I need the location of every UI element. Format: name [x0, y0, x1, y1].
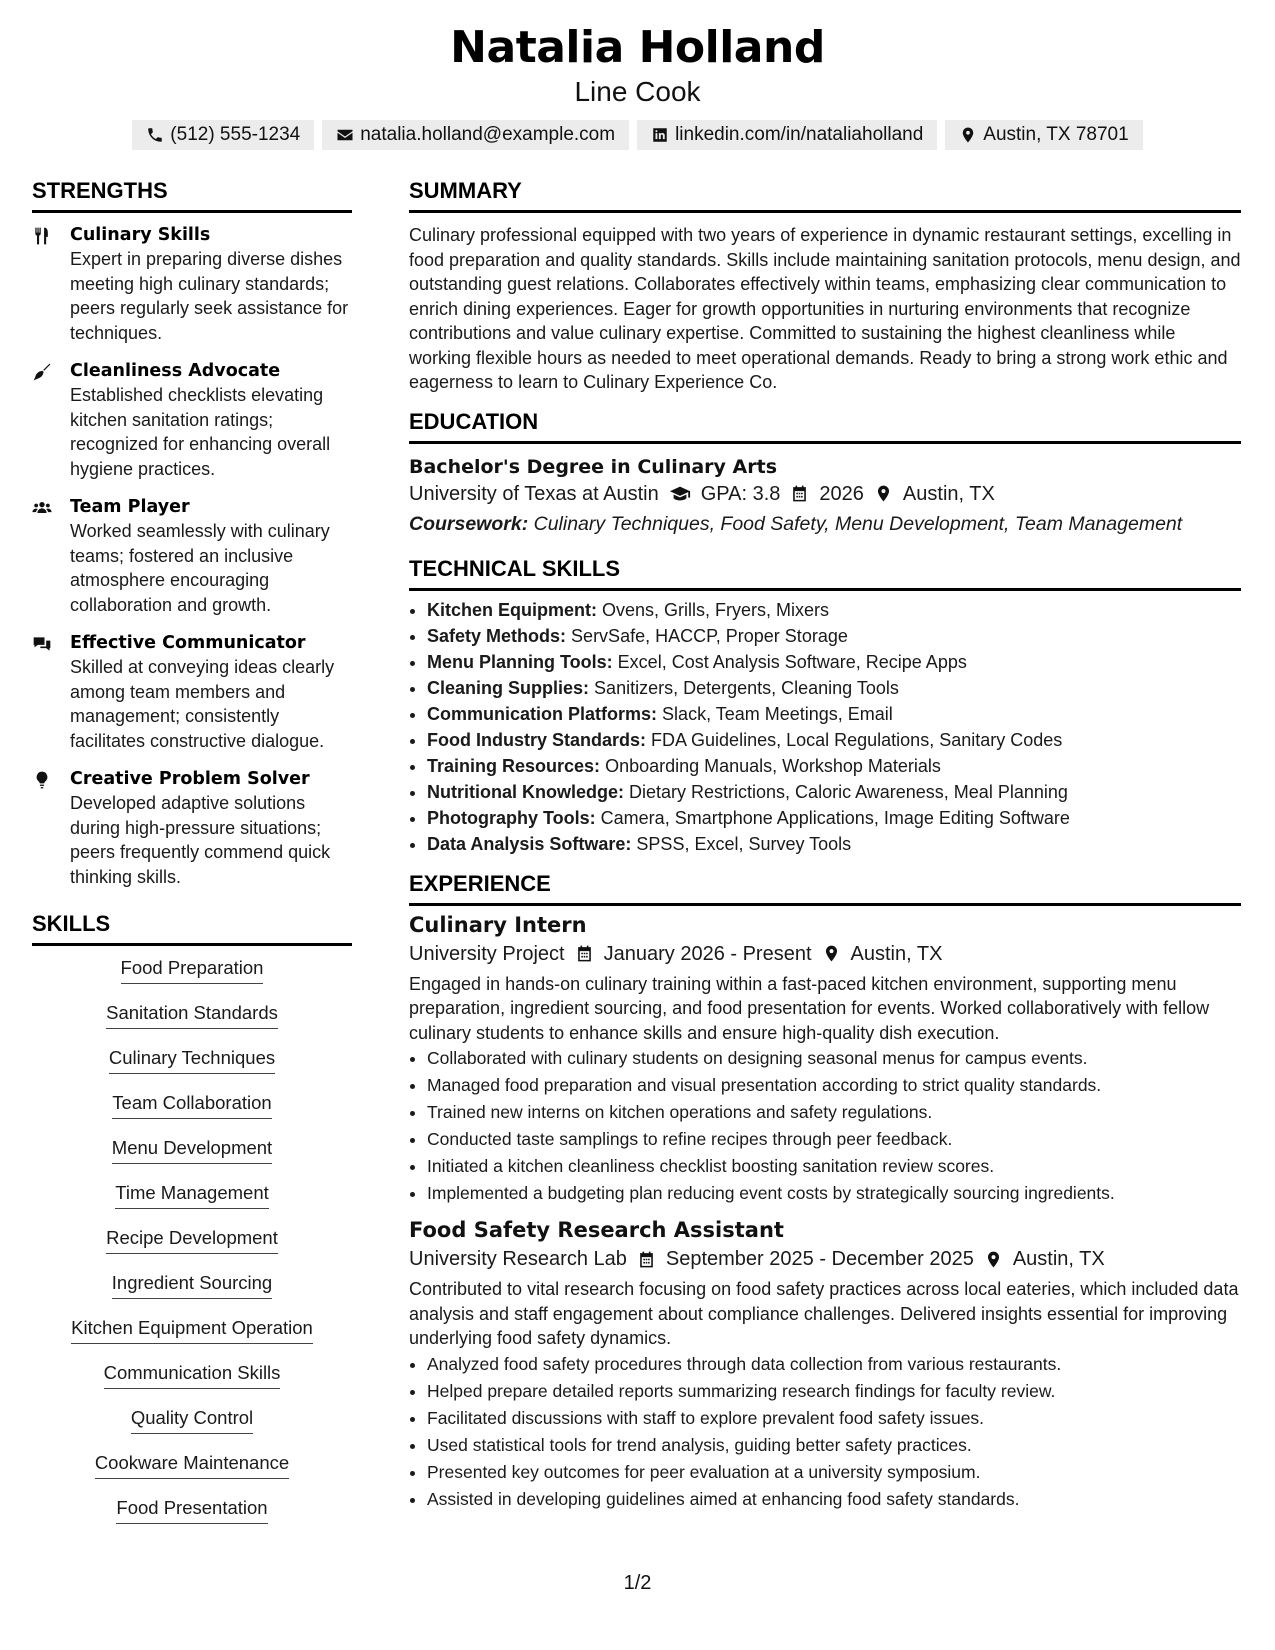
calendar-icon [575, 944, 594, 963]
map-pin-icon [984, 1250, 1003, 1269]
education-heading: EDUCATION [409, 409, 1241, 444]
job-bullet: • Helped prepare detailed reports summarizing research findings for faculty review. [427, 1378, 1241, 1405]
right-column [409, 178, 1241, 1513]
skill-tag: Communication Skills [104, 1361, 281, 1389]
strength-title: Team Player [70, 497, 190, 517]
comments-icon [32, 634, 52, 654]
lightbulb-icon [32, 770, 52, 790]
tech-skill-item [427, 727, 1241, 753]
contact-phone[interactable] [132, 120, 314, 150]
tech-skill-label: Training Resources: [427, 755, 601, 776]
strength-title: Creative Problem Solver [70, 769, 310, 789]
tech-skill-label: Kitchen Equipment: [427, 599, 597, 620]
tech-skill-value: Sanitizers, Detergents, Cleaning Tools [594, 677, 899, 698]
coursework-list: Culinary Techniques, Food Safety, Menu Development, Team Management [533, 512, 1183, 535]
job-bullet: • Used statistical tools for trend analysis, guiding better safety practices. [427, 1432, 1241, 1459]
strength-item [32, 767, 352, 889]
strength-item [32, 631, 352, 753]
strength-title: Effective Communicator [70, 633, 306, 653]
contact-linkedin[interactable] [637, 120, 937, 150]
job-bullet: • Analyzed food safety procedures through data collection from various restaurants. [427, 1351, 1241, 1378]
map-pin-icon [822, 944, 841, 963]
technical-skills-heading: TECHNICAL SKILLS [409, 556, 1241, 591]
skill-tag: Team Collaboration [112, 1091, 271, 1119]
contact-location [945, 120, 1142, 150]
summary-heading: SUMMARY [409, 178, 1241, 213]
tech-skill-label: Nutritional Knowledge: [427, 781, 624, 802]
strength-desc: Expert in preparing diverse dishes meeting high culinary standards; peers regularly seek assistance for techniques. [70, 249, 349, 343]
education-location: Austin, TX [902, 482, 995, 505]
job-bullet: • Facilitated discussions with staff to explore prevalent food safety issues. [427, 1405, 1241, 1432]
tech-skill-item [427, 675, 1241, 701]
school-name: University of Texas at Austin [409, 482, 659, 505]
strength-desc: Developed adaptive solutions during high-pressure situations; peers frequently commend quick thinking skills. [70, 793, 331, 887]
broom-icon [32, 362, 52, 382]
job-location: Austin, TX [1012, 1248, 1105, 1270]
strength-desc: Skilled at conveying ideas clearly among team members and management; consistently facilitates constructive dialogue. [70, 657, 335, 751]
skill-tag: Sanitation Standards [106, 1001, 278, 1029]
resume-header [0, 0, 1275, 150]
strength-item [32, 359, 352, 481]
phone-icon [146, 126, 164, 144]
envelope-icon [336, 126, 354, 144]
job-title: Culinary Intern [409, 912, 587, 937]
job-bullet: • Assisted in developing guidelines aimed at enhancing food safety standards. [427, 1486, 1241, 1513]
strengths-heading: STRENGTHS [32, 178, 352, 213]
tech-skill-value: Dietary Restrictions, Caloric Awareness, Meal Planning [629, 781, 1068, 802]
job-bullet: • Implemented a budgeting plan reducing event costs by strategically sourcing ingredients. [427, 1180, 1241, 1207]
tech-skill-item [427, 805, 1241, 831]
candidate-title: Line Cook [574, 76, 701, 107]
strength-desc: Worked seamlessly with culinary teams; fostered an inclusive atmosphere encouraging collaboration and growth. [70, 521, 330, 615]
skill-tag: Food Presentation [116, 1496, 267, 1524]
candidate-name: Natalia Holland [450, 22, 825, 73]
graduation-year: 2026 [819, 482, 864, 505]
job-dates: January 2026 - Present [603, 942, 812, 965]
tech-skill-value: Camera, Smartphone Applications, Image Editing Software [600, 807, 1070, 828]
tech-skill-item [427, 597, 1241, 623]
strength-desc: Established checklists elevating kitchen sanitation ratings; recognized for enhancing overall hygiene practices. [70, 385, 331, 479]
contact-phone-text: (512) 555-1234 [170, 124, 301, 145]
skill-tag: Kitchen Equipment Operation [71, 1316, 313, 1344]
education-meta [409, 480, 1241, 508]
job-org: University Project [409, 942, 565, 965]
tech-skill-item [427, 779, 1241, 805]
users-icon [32, 498, 52, 518]
tech-skill-value: Onboarding Manuals, Workshop Materials [605, 755, 941, 776]
skill-tag: Quality Control [131, 1406, 253, 1434]
contact-email[interactable] [322, 120, 629, 150]
coursework-label: Coursework: [409, 512, 529, 535]
tech-skill-value: FDA Guidelines, Local Regulations, Sanitary Codes [651, 729, 1063, 750]
contact-bar [0, 120, 1275, 150]
experience-heading: EXPERIENCE [409, 871, 1241, 906]
skill-tag: Food Preparation [121, 956, 264, 984]
tech-skill-label: Menu Planning Tools: [427, 651, 613, 672]
skills-heading: SKILLS [32, 911, 352, 946]
tech-skill-item [427, 701, 1241, 727]
job-meta [409, 940, 1241, 968]
tech-skill-value: Excel, Cost Analysis Software, Recipe Apps [617, 651, 967, 672]
job-dates: September 2025 - December 2025 [665, 1248, 974, 1270]
gpa: GPA: 3.8 [700, 482, 781, 505]
skill-tag: Time Management [115, 1181, 269, 1209]
tech-skill-value: ServSafe, HACCP, Proper Storage [571, 625, 848, 646]
calendar-icon [637, 1250, 656, 1269]
linkedin-icon [651, 126, 669, 144]
technical-skills-list [409, 597, 1241, 857]
job-bullet: • Collaborated with culinary students on designing seasonal menus for campus events. [427, 1045, 1241, 1072]
job-entry [409, 910, 1241, 1208]
skill-tag: Cookware Maintenance [95, 1451, 289, 1479]
summary-text: Culinary professional equipped with two years of experience in dynamic restaurant settings, excelling in food preparation and quality standards. Skills include maintaining sanitation protocols, menu design, and outstanding guest relations. Collaborates effectively within teams, emphasizing clear communication to enrich dining experiences. Eager for growth opportunities in nurturing environments that recognize contributions and value culinary expertise. Committed to sustaining the highest cleanliness while working flexible hours as needed to meet operational demands. Ready to bring a strong work ethic and eagerness to learn to Culinary Experience Co. [409, 225, 1241, 392]
contact-location-text: Austin, TX 78701 [983, 124, 1129, 145]
job-summary: Engaged in hands-on culinary training within a fast-paced kitchen environment, supporting menu preparation, ingredient sourcing, and food presentation for events. Worked collaboratively with fellow culinary students to enhance skills and ensure high-quality dish execution. [409, 973, 1210, 1043]
tech-skill-item [427, 753, 1241, 779]
page-number: 1/2 [623, 1572, 652, 1594]
tech-skill-label: Safety Methods: [427, 625, 567, 646]
strength-title: Cleanliness Advocate [70, 361, 281, 381]
strength-item [32, 495, 352, 617]
calendar-icon [790, 484, 809, 503]
job-meta [409, 1245, 1241, 1273]
left-column [32, 178, 352, 1541]
job-bullet: • Initiated a kitchen cleanliness checklist boosting sanitation review scores. [427, 1153, 1241, 1180]
tech-skill-value: Ovens, Grills, Fryers, Mixers [602, 599, 830, 620]
skills-list [32, 956, 352, 1541]
job-bullet: • Presented key outcomes for peer evaluation at a university symposium. [427, 1459, 1241, 1486]
tech-skill-label: Photography Tools: [427, 807, 596, 828]
job-bullets [409, 1351, 1241, 1513]
strength-item [32, 223, 352, 345]
job-summary: Contributed to vital research focusing on food safety practices across local eateries, which included data analysis and staff engagement about compliance challenges. Delivered insights essential for improving underlying food safety dynamics. [409, 1279, 1239, 1348]
job-location: Austin, TX [850, 942, 943, 965]
tech-skill-label: Communication Platforms: [427, 703, 658, 724]
job-bullets [409, 1045, 1241, 1207]
tech-skill-item [427, 649, 1241, 675]
strength-title: Culinary Skills [70, 225, 211, 245]
job-bullet: • Conducted taste samplings to refine recipes through peer feedback. [427, 1126, 1241, 1153]
tech-skill-value: Slack, Team Meetings, Email [662, 703, 893, 724]
job-bullet: • Managed food preparation and visual presentation according to strict quality standards. [427, 1072, 1241, 1099]
map-pin-icon [874, 484, 893, 503]
tech-skill-value: SPSS, Excel, Survey Tools [636, 833, 852, 854]
tech-skill-item [427, 831, 1241, 857]
coursework [409, 510, 1241, 538]
contact-linkedin-text: linkedin.com/in/nataliaholland [675, 124, 924, 145]
skill-tag: Ingredient Sourcing [112, 1271, 272, 1299]
skill-tag: Menu Development [112, 1136, 272, 1164]
tech-skill-label: Food Industry Standards: [427, 729, 647, 750]
job-org: University Research Lab [409, 1248, 627, 1270]
degree-title: Bachelor's Degree in Culinary Arts [409, 455, 778, 478]
job-title: Food Safety Research Assistant [409, 1218, 784, 1242]
skill-tag: Culinary Techniques [109, 1046, 275, 1074]
tech-skill-label: Cleaning Supplies: [427, 677, 590, 698]
tech-skill-item [427, 623, 1241, 649]
map-pin-icon [959, 126, 977, 144]
contact-email-text: natalia.holland@example.com [360, 124, 616, 145]
graduation-cap-icon [669, 483, 691, 505]
utensils-icon [32, 226, 52, 246]
job-bullet: • Trained new interns on kitchen operations and safety regulations. [427, 1099, 1241, 1126]
tech-skill-label: Data Analysis Software: [427, 833, 632, 854]
skill-tag: Recipe Development [106, 1226, 278, 1254]
job-entry [409, 1215, 1241, 1513]
